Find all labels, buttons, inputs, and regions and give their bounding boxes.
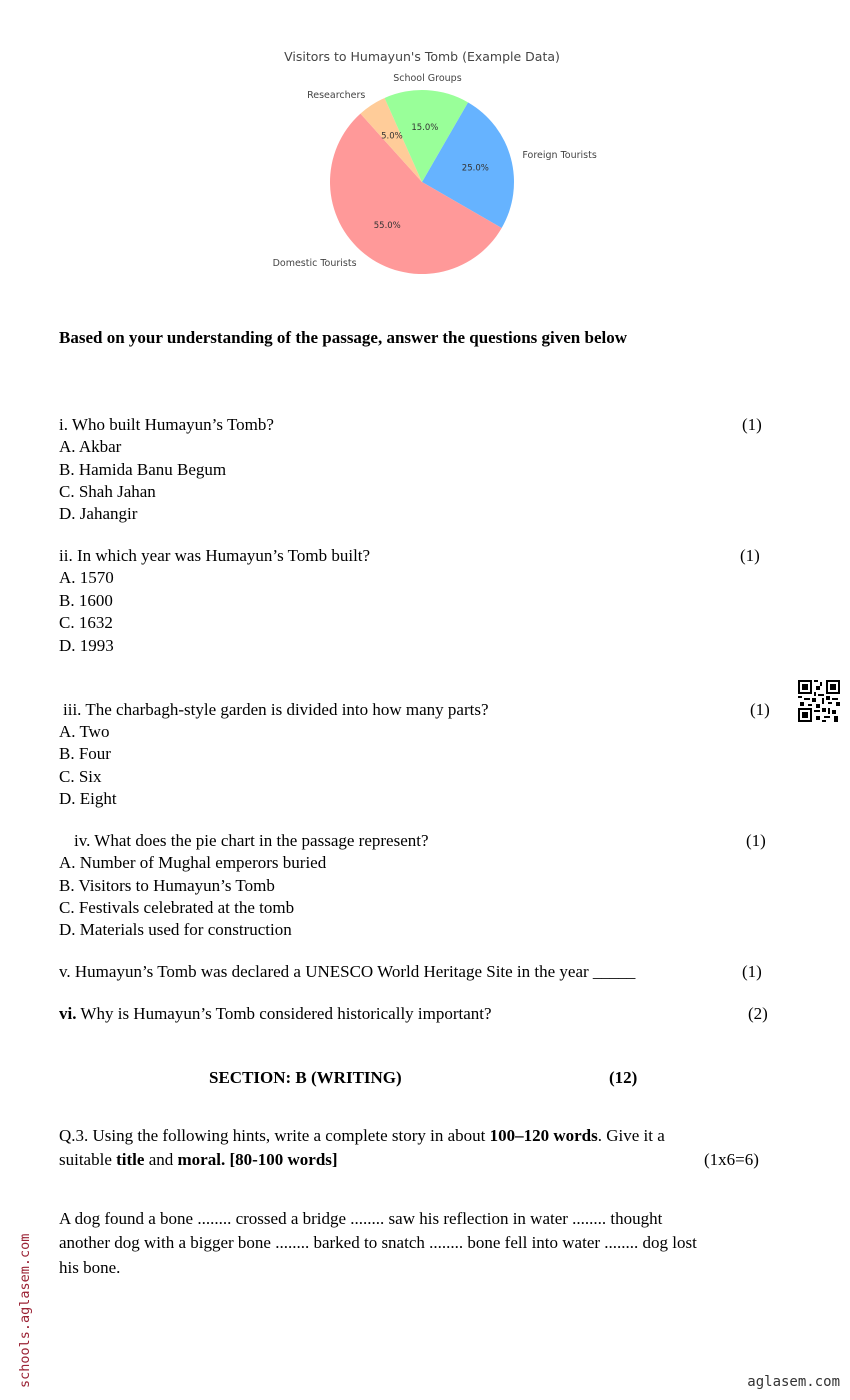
question-4-option-d: D. Materials used for construction xyxy=(59,920,292,939)
question-3-prompt: iii. The charbagh-style garden is divided into how many parts? xyxy=(63,700,489,719)
question-1-option-b: B. Hamida Banu Begum xyxy=(59,460,227,479)
question-2-prompt: ii. In which year was Humayun’s Tomb built? xyxy=(59,546,371,565)
question-2-option-a: A. 1570 xyxy=(59,568,114,587)
question-4-prompt: iv. What does the pie chart in the passage represent? xyxy=(74,831,429,850)
question-4-marks: (1) xyxy=(746,831,766,850)
q3-word-limit: 100–120 words xyxy=(489,1126,598,1145)
question-3-marks: (1) xyxy=(750,700,770,719)
question-1-option-d: D. Jahangir xyxy=(59,504,138,523)
question-4-option-b: B. Visitors to Humayun’s Tomb xyxy=(59,876,275,895)
question-1-option-c: C. Shah Jahan xyxy=(59,482,156,501)
question-5-marks: (1) xyxy=(742,962,762,981)
q3-text-suitable: suitable xyxy=(59,1150,117,1169)
story-hints-line-2: another dog with a bigger bone ........ barked to snatch ........ bone fell into water ........ dog lost xyxy=(59,1233,697,1252)
q3-text-c: . Give it a xyxy=(597,1126,665,1145)
instruction-heading: Based on your understanding of the passage, answer the questions given below xyxy=(59,328,628,347)
story-hints-line-1: A dog found a bone ........ crossed a bridge ........ saw his reflection in water ........ thought xyxy=(59,1209,663,1228)
pie-category-label: Foreign Tourists xyxy=(522,150,597,162)
side-watermark-text: schools.aglasem.com xyxy=(17,1233,33,1388)
section-b-heading: SECTION: B (WRITING) xyxy=(209,1068,402,1087)
question-6-prompt xyxy=(59,1003,492,1025)
pie-pct-label: 5.0% xyxy=(381,131,403,142)
pie-category-label: Researchers xyxy=(307,89,366,101)
q3-title-word: title xyxy=(116,1150,145,1169)
question-2-marks: (1) xyxy=(740,546,760,565)
question-5-prompt: v. Humayun’s Tomb was declared a UNESCO World Heritage Site in the year _____ xyxy=(59,962,636,981)
question-2-option-d: D. 1993 xyxy=(59,636,114,655)
qr-code xyxy=(798,680,840,722)
question-6-number: vi. xyxy=(59,1004,77,1023)
visitors-pie-chart xyxy=(250,40,620,285)
question-3-option-a: A. Two xyxy=(59,722,110,741)
question-1-option-a: A. Akbar xyxy=(59,437,122,456)
pie-pct-label: 25.0% xyxy=(461,163,489,174)
question-1-prompt: i. Who built Humayun’s Tomb? xyxy=(59,415,274,434)
q3-marks: (1x6=6) xyxy=(704,1150,759,1169)
question-2-option-b: B. 1600 xyxy=(59,591,113,610)
q3-text-a: Q.3. Using the following hints, write a complete story in about xyxy=(59,1126,490,1145)
pie-category-label: Domestic Tourists xyxy=(272,257,357,269)
pie-category-label: School Groups xyxy=(393,73,462,85)
question-2-option-c: C. 1632 xyxy=(59,613,113,632)
question-3-option-c: C. Six xyxy=(59,767,102,786)
q3-moral-words: moral. [80-100 words] xyxy=(177,1150,338,1169)
question-3-option-b: B. Four xyxy=(59,744,111,763)
pie-pct-label: 55.0% xyxy=(373,220,401,231)
question-4-option-c: C. Festivals celebrated at the tomb xyxy=(59,898,295,917)
question-4-option-a: A. Number of Mughal emperors buried xyxy=(59,853,327,872)
footer-watermark: aglasem.com xyxy=(747,1374,840,1390)
q3-text-and: and xyxy=(144,1150,178,1169)
question-6-marks: (2) xyxy=(748,1004,768,1023)
question-3-option-d: D. Eight xyxy=(59,789,117,808)
section-b-marks: (12) xyxy=(609,1068,638,1087)
chart-title: Visitors to Humayun's Tomb (Example Data) xyxy=(284,49,560,64)
pie-pct-label: 15.0% xyxy=(411,122,439,133)
side-watermark xyxy=(8,1200,36,1390)
question-6-text: Why is Humayun’s Tomb considered historically important? xyxy=(76,1004,492,1023)
question-1-marks: (1) xyxy=(742,415,762,434)
q3-instruction-line-2 xyxy=(59,1149,338,1171)
q3-instruction-line-1 xyxy=(59,1125,665,1147)
story-hints-line-3: his bone. xyxy=(59,1258,121,1277)
